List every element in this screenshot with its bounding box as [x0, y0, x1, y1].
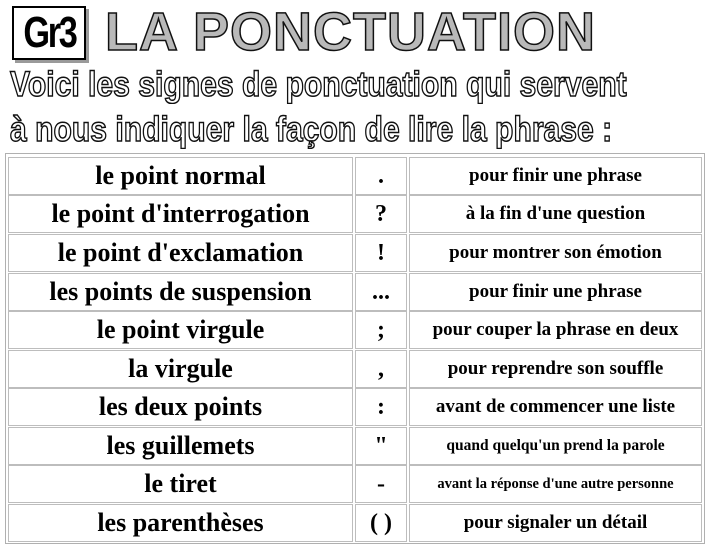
punctuation-use: pour montrer son émotion — [409, 234, 702, 272]
punctuation-name: le point d'exclamation — [8, 234, 353, 272]
punctuation-sign: ( ) — [355, 504, 407, 542]
punctuation-name: le tiret — [8, 465, 353, 503]
table-row — [6, 157, 704, 195]
punctuation-use: quand quelqu'un prend la parole — [409, 427, 702, 465]
punctuation-sign: ? — [355, 195, 407, 233]
table-row — [6, 388, 704, 426]
punctuation-use: pour finir une phrase — [409, 273, 702, 311]
punctuation-sign: ! — [355, 234, 407, 272]
punctuation-sign: ; — [355, 311, 407, 349]
punctuation-use: pour reprendre son souffle — [409, 350, 702, 388]
table-row — [6, 350, 704, 388]
table-row — [6, 234, 704, 272]
punctuation-table — [5, 153, 705, 544]
grade-badge-label: Gr3 — [22, 8, 76, 57]
punctuation-sign: - — [355, 465, 407, 503]
intro-line-2: à nous indiquer la façon de lire la phrase : — [10, 110, 613, 149]
punctuation-name: les deux points — [8, 388, 353, 426]
punctuation-sign: , — [355, 350, 407, 388]
punctuation-name: le point virgule — [8, 311, 353, 349]
punctuation-name: les points de suspension — [8, 273, 353, 311]
punctuation-use: pour signaler un détail — [409, 504, 702, 542]
grade-badge — [12, 6, 86, 60]
punctuation-name: les parenthèses — [8, 504, 353, 542]
table-row — [6, 273, 704, 311]
table-row — [6, 427, 704, 465]
page-title: LA PONCTUATION — [105, 2, 596, 62]
punctuation-sign: " — [355, 427, 407, 465]
punctuation-use: à la fin d'une question — [409, 195, 702, 233]
intro-line-1: Voici les signes de ponctuation qui servent — [10, 65, 627, 104]
punctuation-use: pour finir une phrase — [409, 157, 702, 195]
table-row — [6, 311, 704, 349]
table-row — [6, 504, 704, 542]
punctuation-name: les guillemets — [8, 427, 353, 465]
punctuation-sign: ... — [355, 273, 407, 311]
punctuation-use: avant la réponse d'une autre personne — [409, 465, 702, 503]
punctuation-sign: . — [355, 157, 407, 195]
punctuation-name: le point normal — [8, 157, 353, 195]
punctuation-name: le point d'interrogation — [8, 195, 353, 233]
table-row — [6, 195, 704, 233]
punctuation-use: avant de commencer une liste — [409, 388, 702, 426]
punctuation-use: pour couper la phrase en deux — [409, 311, 702, 349]
punctuation-name: la virgule — [8, 350, 353, 388]
table-row — [6, 465, 704, 503]
punctuation-sign: : — [355, 388, 407, 426]
